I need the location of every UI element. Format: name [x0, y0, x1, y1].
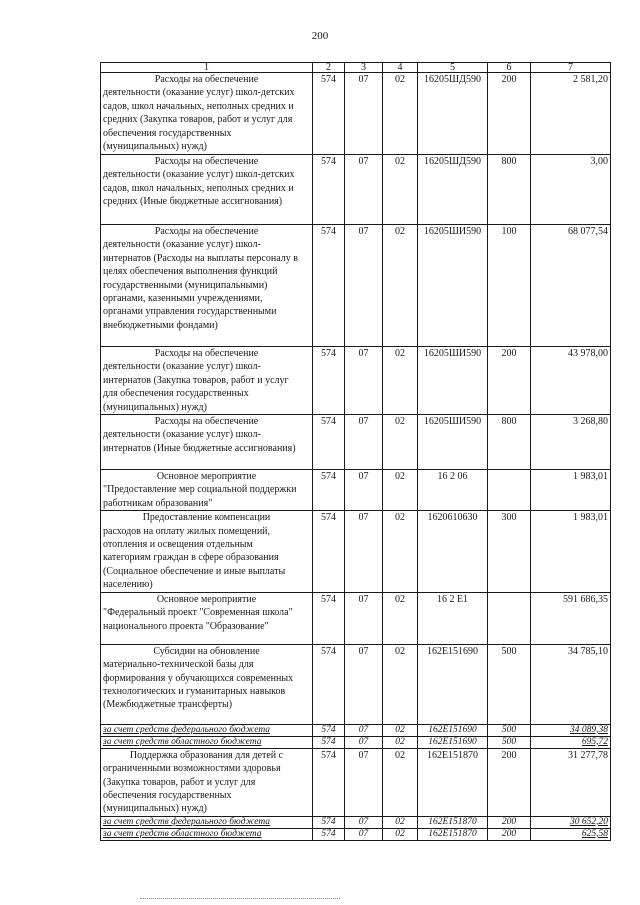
row-description: [101, 816, 313, 828]
description-line: (Межбюджетные трансферты): [103, 699, 233, 711]
cell-department: 574: [313, 470, 345, 511]
cell-target-article: 16205ШД590: [418, 155, 488, 225]
description-line: национального проекта "Образование": [103, 620, 269, 632]
description-line: за счет средств федерального бюджета: [103, 724, 271, 735]
cell-amount: 1 983,01: [531, 470, 611, 511]
cell-expense-type: 200: [488, 347, 531, 415]
cell-amount: 2 581,20: [531, 73, 611, 155]
cell-department: 574: [313, 225, 345, 347]
cell-amount: 695,72: [531, 736, 611, 748]
cell-department: 574: [313, 644, 345, 724]
header-col-2: 2: [313, 63, 345, 73]
cell-subsection: 02: [383, 828, 418, 840]
description-line: деятельности (оказание услуг) школ-: [103, 239, 261, 251]
cell-target-article: 16205ШД590: [418, 73, 488, 155]
cell-amount: 3,00: [531, 155, 611, 225]
cell-section: 07: [345, 511, 383, 592]
cell-department: 574: [313, 736, 345, 748]
cell-section: 07: [345, 816, 383, 828]
cell-subsection: 02: [383, 724, 418, 736]
description-line: интернатов (Расходы на выплаты персоналу в: [103, 252, 298, 264]
table-body: [101, 73, 611, 841]
cell-subsection: 02: [383, 736, 418, 748]
description-line: государственными (муниципальными): [103, 279, 268, 291]
description-line: интернатов (Закупка товаров, работ и услуг: [103, 374, 289, 386]
cell-section: 07: [345, 828, 383, 840]
cell-section: 07: [345, 347, 383, 415]
scan-artifact-line: [140, 898, 340, 900]
cell-amount: 34 785,10: [531, 644, 611, 724]
cell-target-article: 162E151690: [418, 724, 488, 736]
description-line: целях обеспечения выполнения функций: [103, 266, 278, 278]
cell-department: 574: [313, 828, 345, 840]
cell-department: 574: [313, 511, 345, 592]
header-col-4: 4: [383, 63, 418, 73]
cell-section: 07: [345, 73, 383, 155]
cell-section: 07: [345, 736, 383, 748]
cell-section: 07: [345, 724, 383, 736]
row-description: [101, 592, 313, 644]
description-line: Основное мероприятие: [156, 593, 257, 605]
cell-target-article: 16205ШИ590: [418, 415, 488, 470]
cell-amount: 68 077,54: [531, 225, 611, 347]
cell-expense-type: 100: [488, 225, 531, 347]
cell-subsection: 02: [383, 816, 418, 828]
cell-department: 574: [313, 592, 345, 644]
table-row: [101, 347, 611, 415]
header-col-5: 5: [418, 63, 488, 73]
cell-expense-type: 200: [488, 828, 531, 840]
row-description: [101, 644, 313, 724]
cell-target-article: 162E151870: [418, 748, 488, 816]
table-row: [101, 748, 611, 816]
cell-amount: 591 686,35: [531, 592, 611, 644]
description-line: интернатов (Иные бюджетные ассигнования): [103, 442, 296, 454]
cell-subsection: 02: [383, 225, 418, 347]
description-line: деятельности (оказание услуг) школ-: [103, 361, 261, 373]
cell-expense-type: 200: [488, 816, 531, 828]
header-col-3: 3: [345, 63, 383, 73]
cell-target-article: 162E151690: [418, 736, 488, 748]
header-col-1: 1: [101, 63, 313, 73]
cell-subsection: 02: [383, 644, 418, 724]
description-line: расходов на оплату жилых помещений,: [103, 525, 271, 537]
cell-subsection: 02: [383, 415, 418, 470]
description-line: (муниципальных) нужд): [103, 401, 207, 413]
description-line: (муниципальных) нужд): [103, 141, 207, 153]
header-row: [101, 63, 611, 73]
table-subrow: [101, 816, 611, 828]
cell-amount: 30 652,20: [531, 816, 611, 828]
cell-amount: 43 978,00: [531, 347, 611, 415]
description-line: (Закупка товаров, работ и услуг для: [103, 776, 256, 788]
cell-target-article: 162E151870: [418, 816, 488, 828]
table-row: [101, 470, 611, 511]
row-description: [101, 511, 313, 592]
description-line: Расходы на обеспечение: [154, 226, 259, 237]
table-row: [101, 644, 611, 724]
description-line: Расходы на обеспечение: [154, 416, 259, 428]
description-line: органами, казенными учреждениями,: [103, 293, 263, 305]
cell-section: 07: [345, 592, 383, 644]
description-line: обеспечения государственных: [103, 789, 232, 801]
cell-expense-type: [488, 470, 531, 511]
row-description: [101, 736, 313, 748]
row-description: [101, 828, 313, 840]
description-line: за счет средств областного бюджета: [103, 828, 262, 839]
cell-section: 07: [345, 644, 383, 724]
row-description: [101, 73, 313, 155]
cell-target-article: 1620610630: [418, 511, 488, 592]
cell-expense-type: 200: [488, 73, 531, 155]
table-subrow: [101, 736, 611, 748]
description-line: обеспечения государственных: [103, 127, 232, 139]
description-line: Расходы на обеспечение: [154, 156, 259, 167]
cell-amount: 1 983,01: [531, 511, 611, 592]
description-line: категориям граждан в сфере образования: [103, 552, 279, 564]
cell-target-article: 16 2 06: [418, 470, 488, 511]
cell-expense-type: 500: [488, 736, 531, 748]
cell-department: 574: [313, 155, 345, 225]
description-line: (муниципальных) нужд): [103, 803, 207, 815]
cell-target-article: 16 2 E1: [418, 592, 488, 644]
table-row: [101, 592, 611, 644]
row-description: [101, 347, 313, 415]
description-line: Предоставление компенсации: [142, 512, 271, 524]
table-row: [101, 155, 611, 225]
cell-expense-type: 200: [488, 748, 531, 816]
description-line: садов, школ начальных, неполных средних и: [103, 100, 294, 112]
cell-subsection: 02: [383, 592, 418, 644]
cell-target-article: 16205ШИ590: [418, 347, 488, 415]
cell-subsection: 02: [383, 748, 418, 816]
description-line: за счет средств областного бюджета: [103, 736, 262, 747]
description-line: отопления и освещения отдельным: [103, 539, 253, 551]
description-line: Расходы на обеспечение: [154, 74, 259, 85]
cell-expense-type: 800: [488, 415, 531, 470]
description-line: садов, школ начальных, неполных средних и: [103, 182, 294, 194]
description-line: органами управления государственными: [103, 306, 277, 318]
description-line: ограниченными возможностями здоровья: [103, 763, 281, 775]
cell-expense-type: 500: [488, 724, 531, 736]
cell-section: 07: [345, 415, 383, 470]
cell-expense-type: 800: [488, 155, 531, 225]
page-number: 200: [311, 30, 329, 42]
description-line: внебюджетными фондами): [103, 319, 218, 331]
description-line: деятельности (оказание услуг) школ-детских: [103, 87, 295, 99]
description-line: "Предоставление мер социальной поддержки: [103, 484, 297, 496]
cell-department: 574: [313, 748, 345, 816]
row-description: [101, 415, 313, 470]
description-line: деятельности (оказание услуг) школ-: [103, 429, 261, 441]
description-line: для обеспечения государственных: [103, 388, 249, 400]
table-subrow: [101, 828, 611, 840]
cell-section: 07: [345, 748, 383, 816]
row-description: [101, 470, 313, 511]
cell-expense-type: [488, 592, 531, 644]
cell-subsection: 02: [383, 470, 418, 511]
cell-target-article: 162E151870: [418, 828, 488, 840]
table-subrow: [101, 724, 611, 736]
cell-section: 07: [345, 225, 383, 347]
table-row: [101, 511, 611, 592]
cell-expense-type: 300: [488, 511, 531, 592]
cell-expense-type: 500: [488, 644, 531, 724]
row-description: [101, 225, 313, 347]
cell-target-article: 16205ШИ590: [418, 225, 488, 347]
cell-department: 574: [313, 724, 345, 736]
cell-department: 574: [313, 347, 345, 415]
row-description: [101, 724, 313, 736]
description-line: деятельности (оказание услуг) школ-детских: [103, 169, 295, 181]
cell-subsection: 02: [383, 73, 418, 155]
description-line: технологических и гуманитарных навыков: [103, 685, 286, 697]
row-description: [101, 155, 313, 225]
description-line: средних (Иные бюджетные ассигнования): [103, 196, 283, 208]
cell-department: 574: [313, 73, 345, 155]
table-row: [101, 415, 611, 470]
description-line: формирования у обучающихся современных: [103, 672, 294, 684]
cell-department: 574: [313, 415, 345, 470]
description-line: (Социальное обеспечение и иные выплаты: [103, 565, 286, 577]
cell-section: 07: [345, 470, 383, 511]
cell-amount: 3 268,80: [531, 415, 611, 470]
description-line: работникам образования": [103, 497, 213, 509]
table-row: [101, 73, 611, 155]
header-col-6: 6: [488, 63, 531, 73]
table-row: [101, 225, 611, 347]
description-line: Расходы на обеспечение: [154, 348, 259, 359]
cell-subsection: 02: [383, 347, 418, 415]
cell-section: 07: [345, 155, 383, 225]
header-col-7: 7: [531, 63, 611, 73]
cell-target-article: 162E151690: [418, 644, 488, 724]
description-line: средних (Закупка товаров, работ и услуг для: [103, 114, 293, 126]
description-line: Основное мероприятие: [156, 471, 257, 483]
description-line: населению): [103, 579, 153, 591]
cell-subsection: 02: [383, 155, 418, 225]
budget-table: [100, 62, 611, 841]
description-line: "Федеральный проект "Современная школа": [103, 607, 293, 619]
description-line: за счет средств федерального бюджета: [103, 816, 271, 827]
description-line: материально-технической базы для: [103, 659, 254, 671]
cell-subsection: 02: [383, 511, 418, 592]
description-line: Поддержка образования для детей с: [129, 749, 284, 761]
description-line: Субсидии на обновление: [153, 645, 260, 657]
cell-department: 574: [313, 816, 345, 828]
row-description: [101, 748, 313, 816]
cell-amount: 31 277,78: [531, 748, 611, 816]
cell-amount: 625,58: [531, 828, 611, 840]
cell-amount: 34 089,38: [531, 724, 611, 736]
